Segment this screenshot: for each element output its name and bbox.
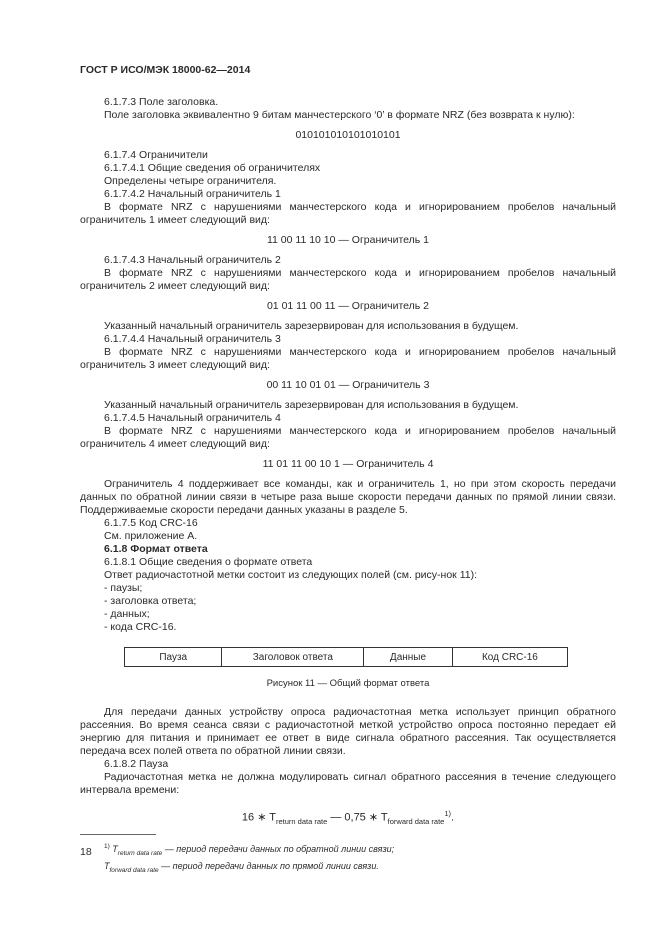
delimiter-2-note: Указанный начальный ограничитель зарезервирован для использования в будущем. — [104, 320, 519, 332]
section-6-1-7-5-text: См. приложение А. — [104, 530, 198, 542]
section-6-1-7-4-3-text: В формате NRZ с нарушениями манчестерского кода и игнорированием пробелов начальный ограничитель 2 имеет следующий вид: — [80, 267, 616, 292]
response-fields-list — [80, 582, 616, 634]
delimiter-3-code: 00 11 10 01 01 — Ограничитель 3 — [266, 379, 430, 391]
section-6-1-7-4-heading: 6.1.7.4 Ограничители — [104, 149, 208, 161]
footnote-forward-rate: $T_{forward data rate}$ — период передачи данных по прямой линии связи. — [104, 860, 379, 874]
section-6-1-8-1-heading: 6.1.8.1 Общие сведения о формате ответа — [104, 556, 313, 568]
delimiter-1-code: 11 00 11 10 10 — Ограничитель 1 — [266, 234, 430, 246]
standard-header: ГОСТ Р ИСО/МЭК 18000-62—2014 — [80, 64, 251, 76]
footnote-return-rate: $^{1)}$ $T_{return data rate}$ — период передачи данных по обратной линии связи; — [104, 842, 395, 857]
response-format-figure — [124, 647, 568, 667]
figure-caption: Рисунок 11 — Общий формат ответа — [266, 678, 430, 689]
section-6-1-8-1-text: Ответ радиочастотной метки состоит из следующих полей (см. рису-нок 11): — [104, 569, 478, 581]
section-6-1-7-4-3-heading: 6.1.7.4.3 Начальный ограничитель 2 — [104, 254, 281, 266]
section-6-1-8-2-text: Радиочастотная метка не должна модулировать сигнал обратного рассеяния в течение следующего интервала времени: — [80, 771, 616, 796]
list-item: - кода CRC-16. — [104, 621, 177, 633]
section-6-1-7-4-4-text: В формате NRZ с нарушениями манчестерского кода и игнорированием пробелов начальный ограничитель 3 имеет следующий вид: — [80, 346, 616, 371]
figure-cell-data: Данные — [364, 648, 453, 667]
section-6-1-8-2-heading: 6.1.8.2 Пауза — [104, 758, 169, 770]
section-6-1-7-4-1-text: Определены четыре ограничителя. — [104, 175, 277, 187]
footnote-divider — [80, 834, 156, 835]
section-6-1-7-4-5-heading: 6.1.7.4.5 Начальный ограничитель 4 — [104, 412, 281, 424]
delimiter-3-note: Указанный начальный ограничитель зарезервирован для использования в будущем. — [104, 399, 519, 411]
section-6-1-7-4-4-heading: 6.1.7.4.4 Начальный ограничитель 3 — [104, 333, 281, 345]
page-number: 18 — [80, 846, 92, 858]
figure-cell-crc: Код CRC-16 — [452, 648, 567, 667]
figure-cell-response-header: Заголовок ответа — [222, 648, 364, 667]
section-6-1-7-4-2-heading: 6.1.7.4.2 Начальный ограничитель 1 — [104, 188, 281, 200]
section-6-1-7-4-1-heading: 6.1.7.4.1 Общие сведения об ограничителях — [104, 162, 321, 174]
section-6-1-7-5-heading: 6.1.7.5 Код CRC-16 — [104, 517, 198, 529]
section-6-1-7-4-2-text: В формате NRZ с нарушениями манчестерского кода и игнорированием пробелов начальный ограничитель 1 имеет следующий вид: — [80, 201, 616, 226]
delimiter-4-code: 11 01 11 00 10 1 — Ограничитель 4 — [262, 458, 434, 470]
list-item: - паузы; — [104, 582, 143, 594]
section-6-1-7-4-5-text: В формате NRZ с нарушениями манчестерского кода и игнорированием пробелов начальный ограничитель 4 имеет следующий вид: — [80, 425, 616, 450]
section-6-1-7-3-text: Поле заголовка эквивалентно 9 битам манчестерского ‘0’ в формате NRZ (без возврата к нулю): — [104, 109, 575, 121]
section-6-1-8-heading: 6.1.8 Формат ответа — [104, 543, 208, 555]
main-content — [80, 96, 616, 876]
section-6-1-7-3-heading: 6.1.7.3 Поле заголовка. — [104, 96, 219, 108]
delimiter-4-note: Ограничитель 4 поддерживает все команды, как и ограничитель 1, но при этом скорость передачи данных по обратной линии связи в четыре раза выше скорости передачи данных по прямой линии связи. Поддерживаемые скорости передачи данных указаны в разделе 5. — [80, 478, 616, 516]
list-item: - данных; — [104, 608, 150, 620]
list-item: - заголовка ответа; — [104, 595, 197, 607]
delimiter-2-code: 01 01 11 00 11 — Ограничитель 2 — [266, 300, 430, 312]
backscatter-paragraph: Для передачи данных устройству опроса радиочастотная метка использует принцип обратного рассеяния. Во время сеанса связи с радиочастотной меткой устройство опроса постоянно передает ей энергию для питания и принимает ее ответ в виде сигнала обратного рассеяния. Так осуществляется передача всех полей ответа по обратной линии связи. — [80, 706, 616, 757]
header-code: 010101010101010101 — [295, 129, 401, 141]
figure-cell-pause: Пауза — [125, 648, 222, 667]
pause-formula: 16 ∗ $T_{return data rate}$ — 0,75 ∗ $T_{forward data rate}^{1)}$. — [241, 809, 455, 826]
